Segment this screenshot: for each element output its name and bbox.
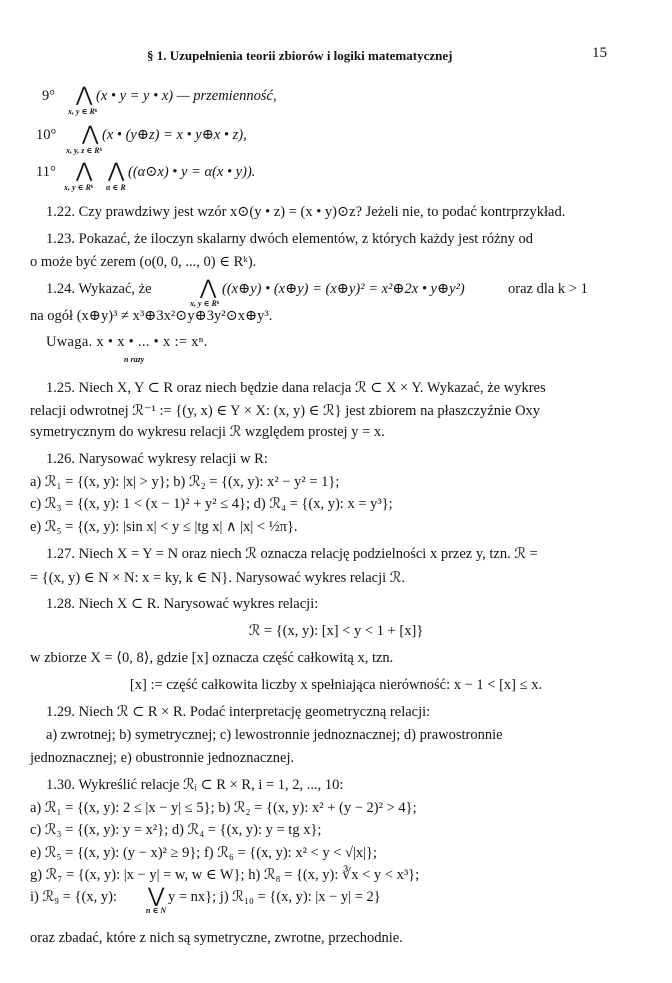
problem-1-26: 1.26. Narysować wykresy relacji w R:: [46, 451, 268, 467]
item-9-subscript: x, y ∈ Rᵏ: [68, 107, 98, 116]
running-header: § 1. Uzupełnienia teorii zbiorów i logiki matematycznej: [147, 48, 453, 63]
problem-1-30-ab: a) ℛ₁ = {(x, y): 2 ≤ |x − y| ≤ 5}; b) ℛ₂ = {(x, y): x² + (y − 2)² > 4};: [30, 800, 417, 816]
problem-1-24-line-1: 1.24. Wykazać, że: [46, 281, 152, 297]
problem-1-29-line-1: 1.29. Niech ℛ ⊂ R × R. Podać interpretację geometryczną relacji:: [46, 704, 431, 720]
problem-1-24-expr: ((x⊕y) • (x⊕y) = (x⊕y)² = x²⊕2x • y⊕y²): [222, 281, 465, 297]
wedge-symbol: ⋀: [76, 84, 93, 106]
problem-1-30-ef: e) ℛ₅ = {(x, y): (y − x)² ≥ 9}; f) ℛ₆ = {(x, y): x² < y < √|x|};: [30, 845, 378, 861]
problem-1-30-i-rest: y = nx}; j) ℛ₁₀ = {(x, y): |x − y| = 2}: [168, 889, 381, 905]
problem-1-29-line-2: a) zwrotnej; b) symetrycznej; c) lewostronnie jednoznacznej; d) prawostronnie: [46, 727, 503, 743]
problem-1-23-line-2: o może być zerem (o(0, 0, ..., 0) ∈ Rᵏ).: [30, 254, 257, 270]
problem-1-30-cd: c) ℛ₃ = {(x, y): y = x²}; d) ℛ₄ = {(x, y): y = tg x};: [30, 822, 322, 838]
problem-1-28-formula: ℛ = {(x, y): [x] < y < 1 + [x]}: [248, 623, 424, 639]
problem-1-28-definition: [x] := część całkowita liczby x spełniająca nierówność: x − 1 < [x] ≤ x.: [129, 677, 543, 693]
problem-1-26-ab: a) ℛ₁ = {(x, y): |x| > y}; b) ℛ₂ = {(x, y): x² − y² = 1};: [30, 474, 340, 490]
wedge-symbol: ⋀: [200, 277, 217, 299]
problem-1-29-line-3: jednoznacznej; e) obustronnie jednoznacznej.: [30, 750, 295, 766]
item-10-label: 10°: [36, 127, 57, 143]
problem-1-30-i-subscript: n ∈ N: [146, 906, 167, 915]
item-9-label: 9°: [42, 88, 56, 104]
problem-1-24-tail: oraz dla k > 1: [508, 281, 588, 297]
item-11-expr: ((α⊙x) • y = α(x • y)).: [128, 164, 256, 180]
problem-1-30: 1.30. Wykreślić relacje ℛᵢ ⊂ R × R, i = 1, 2, ..., 10:: [46, 777, 344, 793]
wedge-symbol: ⋀: [108, 160, 125, 182]
problem-1-26-e: e) ℛ₅ = {(x, y): |sin x| < y ≤ |tg x| ∧ |x| < ½π}.: [30, 519, 298, 535]
wedge-symbol: ⋀: [76, 160, 93, 182]
page-number: 15: [592, 45, 607, 61]
remark: Uwaga. x • x • ... • x := xⁿ.: [46, 334, 208, 350]
problem-1-26-cd: c) ℛ₃ = {(x, y): 1 < (x − 1)² + y² ≤ 4}; d) ℛ₄ = {(x, y): x = y³};: [30, 496, 393, 512]
item-9-expr: (x • y = y • x) — przemienność,: [96, 88, 277, 104]
problem-1-24-subscript: x, y ∈ Rᵏ: [190, 299, 220, 308]
problem-1-30-gh: g) ℛ₇ = {(x, y): |x − y| = w, w ∈ W}; h) ℛ₈ = {(x, y): ∛x < y < x³};: [30, 867, 420, 883]
problem-1-24-line-2: na ogół (x⊕y)³ ≠ x³⊕3x²⊙y⊕3y²⊙x⊕y³.: [30, 308, 273, 324]
problem-1-27-line-2: = {(x, y) ∈ N × N: x = ky, k ∈ N}. Narysować wykres relacji ℛ.: [30, 570, 405, 586]
problem-1-30-i-start: i) ℛ₉ = {(x, y):: [30, 889, 117, 905]
problem-1-25-line-1: 1.25. Niech X, Y ⊂ R oraz niech będzie dana relacja ℛ ⊂ X × Y. Wykazać, że wykres: [46, 380, 546, 396]
item-11-subscript-2: α ∈ R: [106, 183, 126, 192]
problem-1-25-line-3: symetrycznym do wykresu relacji ℛ względem prostej y = x.: [30, 424, 385, 440]
wedge-symbol: ⋀: [82, 123, 99, 145]
item-11-subscript-1: x, y ∈ Rᵏ: [64, 183, 94, 192]
item-10-subscript: x, y, z ∈ Rᵏ: [66, 146, 102, 155]
item-11-label: 11°: [36, 164, 56, 180]
item-10-expr: (x • (y⊕z) = x • y⊕x • z),: [102, 127, 247, 143]
problem-1-25-line-2: relacji odwrotnej ℛ⁻¹ := {(y, x) ∈ Y × X: (x, y) ∈ ℛ} jest zbiorem na płaszczyźnie Oxy: [30, 403, 541, 419]
problem-1-23-line-1: 1.23. Pokazać, że iloczyn skalarny dwóch elementów, z których każdy jest różny od: [46, 231, 534, 247]
closing-line: oraz zbadać, które z nich są symetryczne, zwrotne, przechodnie.: [30, 930, 403, 946]
problem-1-28: 1.28. Niech X ⊂ R. Narysować wykres relacji:: [46, 596, 319, 612]
remark-subscript: n razy: [124, 355, 145, 364]
problem-1-28-line-2: w zbiorze X = ⟨0, 8⟩, gdzie [x] oznacza część całkowitą x, tzn.: [30, 650, 394, 666]
vee-symbol: ⋁: [148, 885, 165, 907]
problem-1-22: 1.22. Czy prawdziwy jest wzór x⊙(y • z) = (x • y)⊙z? Jeżeli nie, to podać kontrprzykład.: [46, 204, 566, 220]
problem-1-27-line-1: 1.27. Niech X = Y = N oraz niech ℛ oznacza relację podzielności x przez y, tzn. ℛ =: [46, 546, 538, 562]
